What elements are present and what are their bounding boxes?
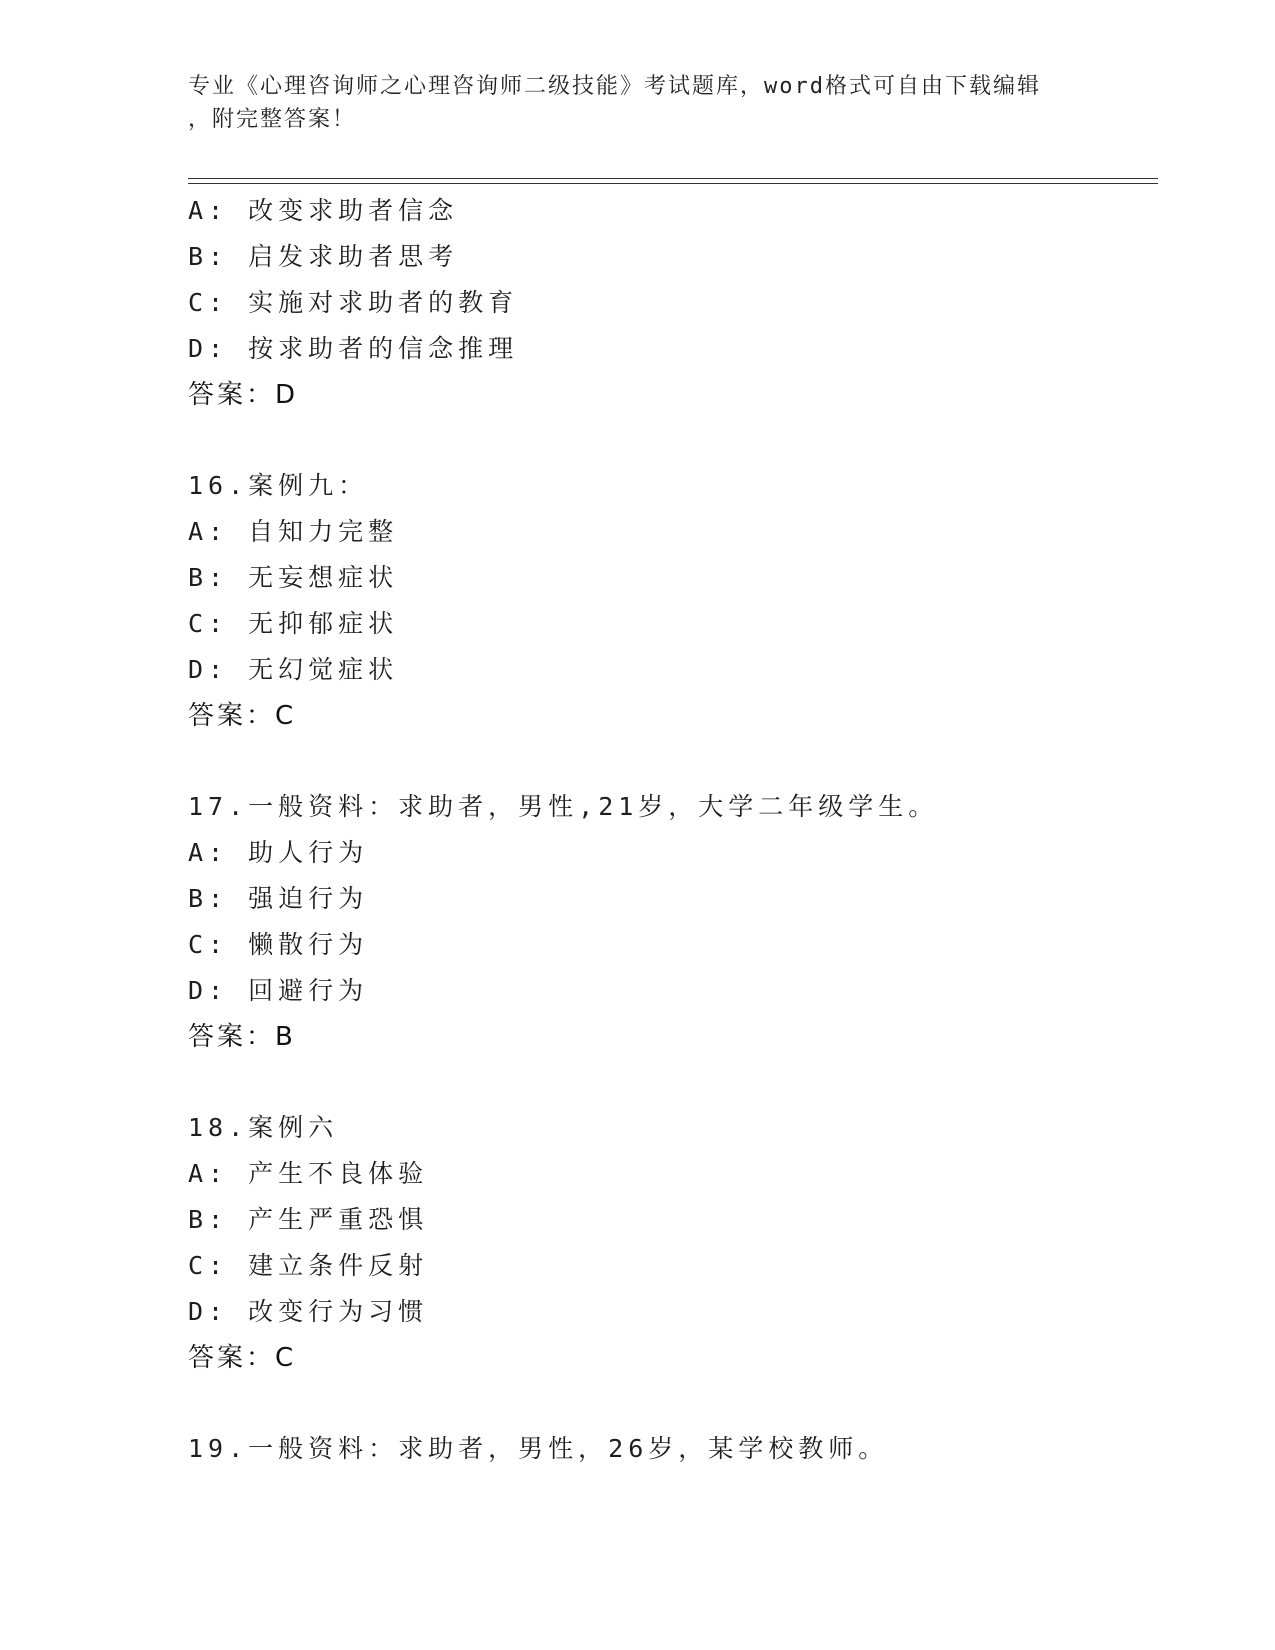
question-18 (188, 1105, 1158, 1381)
answer-line (188, 1335, 1158, 1381)
answer-label: 答案： (188, 380, 276, 410)
option-d: D: 改变行为习惯 (188, 1297, 429, 1326)
header-line-1: 专业《心理咨询师之心理咨询师二级技能》考试题库，word格式可自由下载编辑 (188, 74, 1041, 99)
question-stem: 17.一般资料：求助者，男性,21岁，大学二年级学生。 (188, 792, 939, 821)
answer-label: 答案： (188, 1022, 276, 1052)
header-divider-bottom (188, 183, 1158, 184)
option-d: D: 按求助者的信念推理 (188, 334, 519, 363)
question-17 (188, 784, 1158, 1060)
option-a: A: 改变求助者信念 (188, 196, 459, 225)
option-c: C: 懒散行为 (188, 930, 369, 959)
spacer (188, 739, 1158, 784)
answer-value: D (275, 380, 297, 410)
answer-line (188, 1014, 1158, 1060)
header-divider-top (188, 178, 1158, 179)
question-stem: 16.案例九： (188, 471, 369, 500)
question-stem: 19.一般资料：求助者，男性，26岁，某学校教师。 (188, 1434, 889, 1463)
answer-line (188, 372, 1158, 418)
option-d: D: 回避行为 (188, 976, 369, 1005)
answer-line (188, 693, 1158, 739)
option-b: B: 启发求助者思考 (188, 242, 459, 271)
option-b: B: 无妄想症状 (188, 563, 399, 592)
option-b: B: 产生严重恐惧 (188, 1205, 429, 1234)
option-a: A: 助人行为 (188, 838, 369, 867)
answer-value: C (275, 701, 295, 731)
question-stem: 18.案例六 (188, 1113, 339, 1142)
document-header (188, 70, 1088, 136)
header-line-2: ，附完整答案！ (188, 107, 357, 132)
question-list (188, 188, 1158, 1472)
option-b: B: 强迫行为 (188, 884, 369, 913)
option-c: C: 无抑郁症状 (188, 609, 399, 638)
option-c: C: 实施对求助者的教育 (188, 288, 519, 317)
spacer (188, 1060, 1158, 1105)
answer-value: C (275, 1343, 295, 1373)
answer-value: B (275, 1022, 294, 1052)
spacer (188, 1381, 1158, 1426)
answer-label: 答案： (188, 701, 276, 731)
option-d: D: 无幻觉症状 (188, 655, 399, 684)
answer-label: 答案： (188, 1343, 276, 1373)
option-a: A: 产生不良体验 (188, 1159, 429, 1188)
question-15 (188, 188, 1158, 418)
question-16 (188, 463, 1158, 739)
option-c: C: 建立条件反射 (188, 1251, 429, 1280)
question-19 (188, 1426, 1158, 1472)
option-a: A: 自知力完整 (188, 517, 399, 546)
spacer (188, 418, 1158, 463)
